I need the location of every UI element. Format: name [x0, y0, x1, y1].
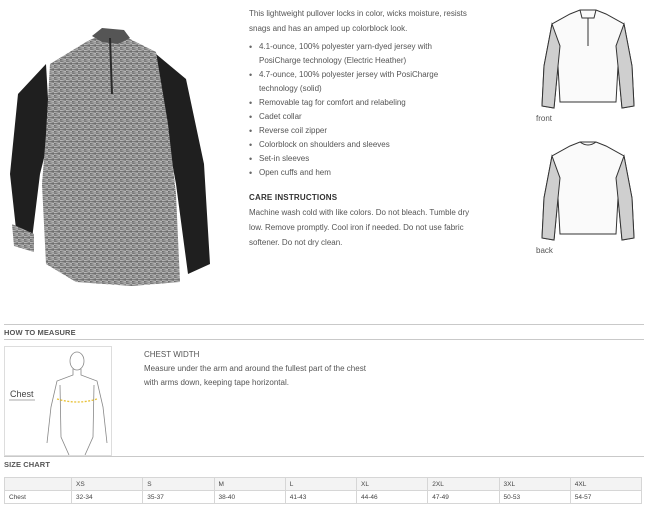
size-header-cell: 2XL: [428, 478, 499, 491]
measure-figure: [4, 346, 112, 456]
chest-width-block: [144, 348, 374, 390]
corner-cell: [5, 478, 72, 491]
feature-item: • Cadet collar: [249, 110, 474, 124]
table-cell: 38-40: [214, 491, 285, 504]
table-cell: 50-53: [499, 491, 570, 504]
chest-width-text: Measure under the arm and around the fullest part of the chest with arms down, keeping tape horizontal.: [144, 364, 366, 387]
feature-item: • Reverse coil zipper: [249, 124, 474, 138]
feature-item: • Set-in sleeves: [249, 152, 474, 166]
chest-width-title: CHEST WIDTH: [144, 350, 200, 359]
table-cell: 41-43: [285, 491, 356, 504]
table-cell: 47-49: [428, 491, 499, 504]
product-intro: This lightweight pullover locks in color, wicks moisture, resists snags and has an amped up colorblock look.: [249, 9, 467, 33]
divider: [4, 339, 644, 340]
front-label: front: [536, 114, 553, 123]
size-header-cell: M: [214, 478, 285, 491]
how-to-measure-heading: HOW TO MEASURE: [4, 328, 76, 337]
divider: [4, 324, 644, 325]
back-label: back: [536, 246, 553, 255]
size-header-cell: S: [143, 478, 214, 491]
chest-figure-label: Chest: [10, 389, 34, 399]
table-cell: 54-57: [570, 491, 641, 504]
feature-item: • Colorblock on shoulders and sleeves: [249, 138, 474, 152]
care-text: Machine wash cold with like colors. Do not bleach. Tumble dry low. Remove promptly. Cool iron if needed. Do not use fabric softener. Do not dry clean.: [249, 208, 470, 247]
size-header-cell: 3XL: [499, 478, 570, 491]
feature-item: • 4.1-ounce, 100% polyester yarn-dyed jersey with PosiCharge technology (Electric Heather): [249, 40, 474, 68]
size-chart-heading: SIZE CHART: [4, 460, 50, 469]
care-heading: CARE INSTRUCTIONS: [249, 193, 338, 202]
feature-item: • 4.7-ounce, 100% polyester jersey with PosiCharge technology (solid): [249, 68, 474, 96]
front-sketch: [540, 6, 636, 110]
row-label: Chest: [5, 491, 72, 504]
feature-list: [249, 40, 474, 180]
size-header-cell: L: [285, 478, 356, 491]
product-description: [249, 6, 474, 250]
body-outline-icon: [5, 347, 111, 455]
table-cell: 35-37: [143, 491, 214, 504]
feature-item: • Open cuffs and hem: [249, 166, 474, 180]
table-cell: 32-34: [72, 491, 143, 504]
divider: [4, 456, 644, 457]
table-cell: 44-46: [357, 491, 428, 504]
size-chart-table: [4, 477, 642, 504]
back-sketch: [540, 138, 636, 242]
size-header-row: [5, 478, 642, 491]
feature-item: • Removable tag for comfort and relabeling: [249, 96, 474, 110]
product-photo: [6, 24, 212, 294]
size-header-cell: XS: [72, 478, 143, 491]
table-row: [5, 491, 642, 504]
size-header-cell: XL: [357, 478, 428, 491]
size-header-cell: 4XL: [570, 478, 641, 491]
